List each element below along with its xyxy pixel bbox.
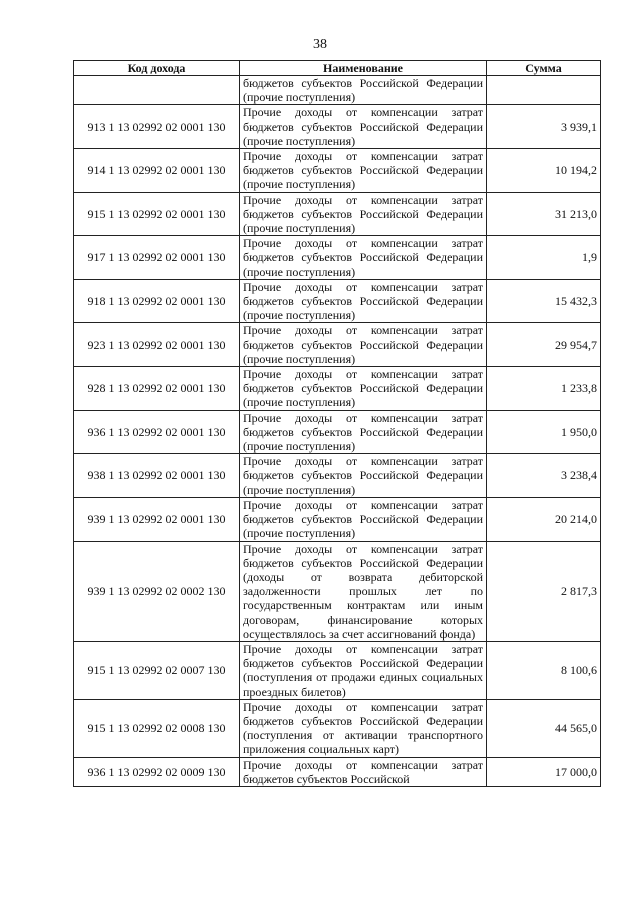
revenue-sum: 15 432,3 <box>487 279 601 323</box>
revenue-code: 915 1 13 02992 02 0001 130 <box>74 192 240 236</box>
table-row <box>74 699 601 757</box>
revenue-code: 923 1 13 02992 02 0001 130 <box>74 323 240 367</box>
table-row <box>74 149 601 193</box>
table-row <box>74 541 601 641</box>
revenue-sum: 29 954,7 <box>487 323 601 367</box>
revenue-code: 918 1 13 02992 02 0001 130 <box>74 279 240 323</box>
revenue-sum: 3 238,4 <box>487 454 601 498</box>
revenue-name: Прочие доходы от компенсации затрат бюджетов субъектов Российской Федерации (прочие поступления) <box>240 105 487 149</box>
revenue-code: 938 1 13 02992 02 0001 130 <box>74 454 240 498</box>
revenue-name: Прочие доходы от компенсации затрат бюджетов субъектов Российской <box>240 757 487 786</box>
revenue-name: Прочие доходы от компенсации затрат бюджетов субъектов Российской Федерации (прочие поступления) <box>240 497 487 541</box>
revenue-name: Прочие доходы от компенсации затрат бюджетов субъектов Российской Федерации (доходы от возврата дебиторской задолженности прошлых лет по государственным контрактам или иным договорам, финансирование которых осуществлялось за счет ассигнований фонда) <box>240 541 487 641</box>
table-row <box>74 76 601 105</box>
table-row <box>74 497 601 541</box>
revenue-code: 936 1 13 02992 02 0009 130 <box>74 757 240 786</box>
revenue-sum: 1 233,8 <box>487 367 601 411</box>
revenue-sum: 44 565,0 <box>487 699 601 757</box>
revenue-sum: 3 939,1 <box>487 105 601 149</box>
revenue-code: 915 1 13 02992 02 0007 130 <box>74 641 240 699</box>
revenue-code: 914 1 13 02992 02 0001 130 <box>74 149 240 193</box>
table-row <box>74 279 601 323</box>
table-row <box>74 192 601 236</box>
revenue-name: Прочие доходы от компенсации затрат бюджетов субъектов Российской Федерации (прочие поступления) <box>240 192 487 236</box>
revenue-name: Прочие доходы от компенсации затрат бюджетов субъектов Российской Федерации (прочие поступления) <box>240 367 487 411</box>
revenue-name: Прочие доходы от компенсации затрат бюджетов субъектов Российской Федерации (поступления от активации транспортного приложения социальных карт) <box>240 699 487 757</box>
revenue-name: Прочие доходы от компенсации затрат бюджетов субъектов Российской Федерации (поступления от продажи единых социальных проездных билетов) <box>240 641 487 699</box>
revenue-code: 939 1 13 02992 02 0002 130 <box>74 541 240 641</box>
revenue-code: 915 1 13 02992 02 0008 130 <box>74 699 240 757</box>
header-code: Код дохода <box>74 61 240 76</box>
page-number: 38 <box>313 37 327 52</box>
table-row <box>74 323 601 367</box>
revenue-name: Прочие доходы от компенсации затрат бюджетов субъектов Российской Федерации (прочие поступления) <box>240 149 487 193</box>
revenue-sum: 20 214,0 <box>487 497 601 541</box>
revenue-name: Прочие доходы от компенсации затрат бюджетов субъектов Российской Федерации (прочие поступления) <box>240 454 487 498</box>
revenue-table <box>73 60 601 787</box>
table-row <box>74 105 601 149</box>
revenue-sum: 2 817,3 <box>487 541 601 641</box>
revenue-sum: 10 194,2 <box>487 149 601 193</box>
table-header-row <box>74 61 601 76</box>
table-row <box>74 757 601 786</box>
revenue-sum <box>487 76 601 105</box>
revenue-name: Прочие доходы от компенсации затрат бюджетов субъектов Российской Федерации (прочие поступления) <box>240 323 487 367</box>
revenue-code: 928 1 13 02992 02 0001 130 <box>74 367 240 411</box>
revenue-sum: 17 000,0 <box>487 757 601 786</box>
table-row <box>74 454 601 498</box>
revenue-sum: 31 213,0 <box>487 192 601 236</box>
revenue-name: бюджетов субъектов Российской Федерации (прочие поступления) <box>240 76 487 105</box>
revenue-name: Прочие доходы от компенсации затрат бюджетов субъектов Российской Федерации (прочие поступления) <box>240 410 487 454</box>
table-body <box>74 76 601 787</box>
revenue-sum: 1 950,0 <box>487 410 601 454</box>
table-row <box>74 236 601 280</box>
table-row <box>74 367 601 411</box>
revenue-sum: 1,9 <box>487 236 601 280</box>
revenue-name: Прочие доходы от компенсации затрат бюджетов субъектов Российской Федерации (прочие поступления) <box>240 236 487 280</box>
table-row <box>74 410 601 454</box>
revenue-code: 939 1 13 02992 02 0001 130 <box>74 497 240 541</box>
revenue-code: 936 1 13 02992 02 0001 130 <box>74 410 240 454</box>
header-sum: Сумма <box>487 61 601 76</box>
revenue-code <box>74 76 240 105</box>
revenue-code: 917 1 13 02992 02 0001 130 <box>74 236 240 280</box>
revenue-code: 913 1 13 02992 02 0001 130 <box>74 105 240 149</box>
header-name: Наименование <box>240 61 487 76</box>
revenue-sum: 8 100,6 <box>487 641 601 699</box>
table-row <box>74 641 601 699</box>
revenue-name: Прочие доходы от компенсации затрат бюджетов субъектов Российской Федерации (прочие поступления) <box>240 279 487 323</box>
